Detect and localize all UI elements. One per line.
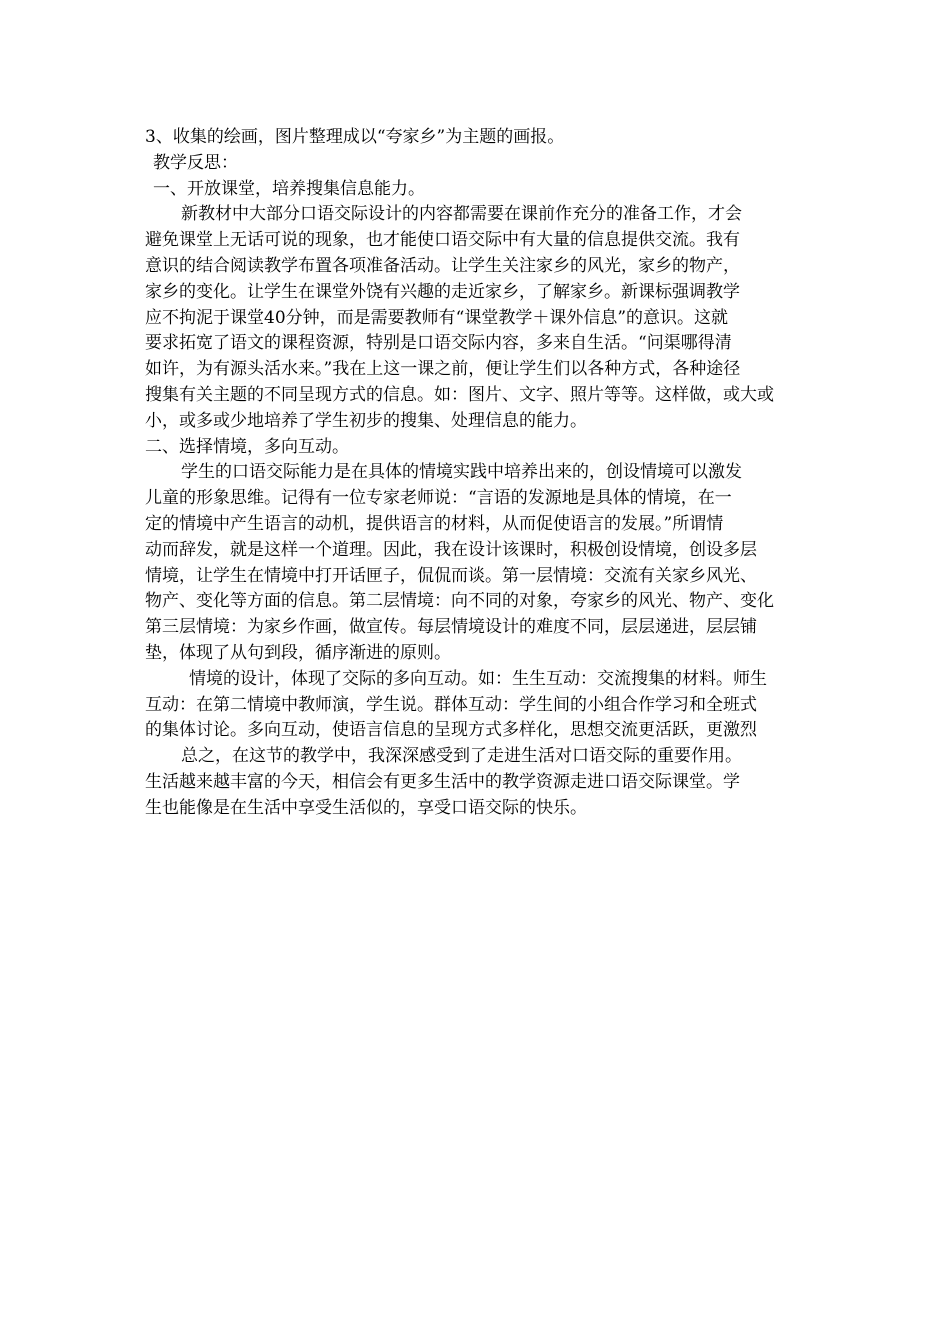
text-line-25: 总之，在这节的教学中，我深深感受到了走进生活对口语交际的重要作用。	[181, 746, 742, 767]
text-line-23: 互动：在第二情境中教师演，学生说。群体互动：学生间的小组合作学习和全班式	[145, 694, 757, 715]
text-line-6: 意识的结合阅读教学布置各项准备活动。让学生关注家乡的风光，家乡的物产，	[145, 255, 740, 276]
text-line-21: 垫，体现了从句到段，循序渐进的原则。	[145, 642, 451, 663]
text-line-9: 要求拓宽了语文的课程资源，特别是口语交际内容，多来自生活。“问渠哪得清	[145, 333, 732, 354]
text-line-3: 一、开放课堂，培养搜集信息能力。	[153, 178, 425, 199]
text-line-5: 避免课堂上无话可说的现象，也才能使口语交际中有大量的信息提供交流。我有	[145, 230, 740, 251]
text-line-4: 新教材中大部分口语交际设计的内容都需要在课前作充分的准备工作，才会	[181, 204, 742, 225]
text-line-1: 3、收集的绘画，图片整理成以“夸家乡”为主题的画报。	[145, 127, 565, 147]
text-line-27: 生也能像是在生活中享受生活似的，享受口语交际的快乐。	[145, 797, 587, 818]
text-line-10: 如许，为有源头活水来。”我在上这一课之前，便让学生们以各种方式，各种途径	[145, 359, 741, 380]
text-line-8: 应不拘泥于课堂40分钟，而是需要教师有“课堂教学＋课外信息”的意识。这就	[145, 307, 729, 328]
text-line-14: 学生的口语交际能力是在具体的情境实践中培养出来的，创设情境可以激发	[181, 462, 742, 483]
text-line-15: 儿童的形象思维。记得有一位专家老师说：“言语的发源地是具体的情境，在一	[145, 488, 732, 509]
text-line-13: 二、选择情境，多向互动。	[145, 436, 349, 457]
text-line-7: 家乡的变化。让学生在课堂外饶有兴趣的走近家乡，了解家乡。新课标强调教学	[145, 281, 740, 302]
text-line-17: 动而辞发，就是这样一个道理。因此，我在设计该课时，积极创设情境，创设多层	[145, 539, 757, 560]
text-line-22: 情境的设计，体现了交际的多向互动。如：生生互动：交流搜集的材料。师生	[189, 668, 767, 689]
text-line-19: 物产、变化等方面的信息。第二层情境：向不同的对象，夸家乡的风光、物产、变化	[145, 591, 774, 612]
text-line-26: 生活越来越丰富的今天，相信会有更多生活中的教学资源走进口语交际课堂。学	[145, 771, 740, 792]
text-line-12: 小，或多或少地培养了学生初步的搜集、处理信息的能力。	[145, 410, 587, 431]
text-line-11: 搜集有关主题的不同呈现方式的信息。如：图片、文字、照片等等。这样做，或大或	[145, 384, 774, 405]
text-line-20: 第三层情境：为家乡作画，做宣传。每层情境设计的难度不同，层层递进，层层铺	[145, 617, 757, 638]
document-body	[145, 125, 815, 822]
text-line-18: 情境，让学生在情境中打开话匣子，侃侃而谈。第一层情境：交流有关家乡风光、	[145, 565, 757, 586]
text-line-2: 教学反思：	[153, 152, 238, 173]
text-line-24: 的集体讨论。多向互动，使语言信息的呈现方式多样化，思想交流更活跃，更激烈	[145, 720, 757, 741]
text-line-16: 定的情境中产生语言的动机，提供语言的材料，从而促使语言的发展。”所谓情	[145, 513, 724, 534]
